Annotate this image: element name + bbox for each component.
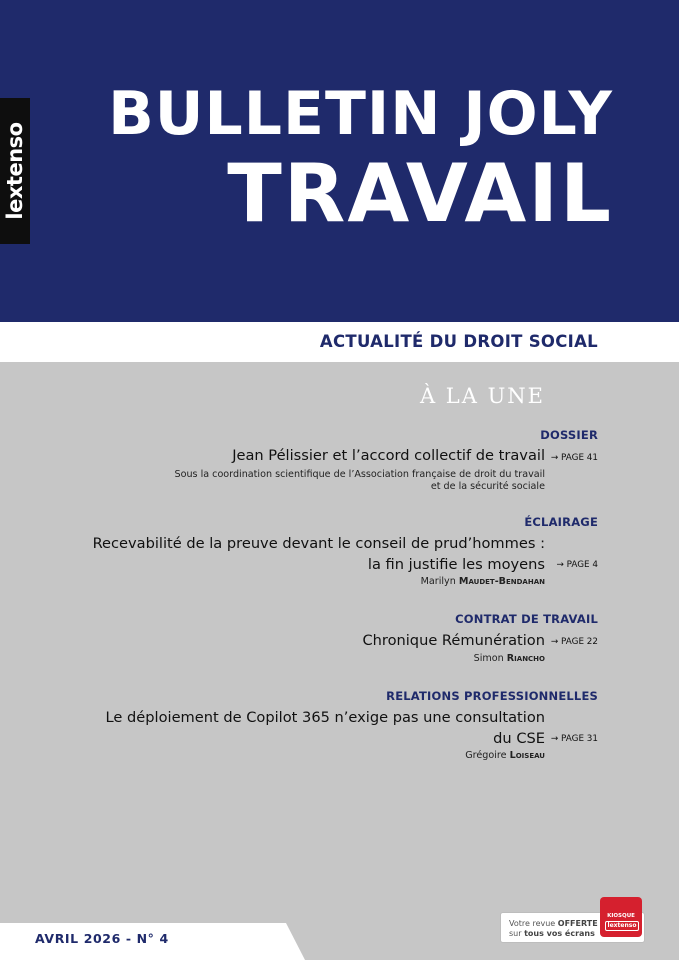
article-author [174,469,545,493]
article-title[interactable] [106,707,545,749]
author-first-name: Grégoire [465,750,507,761]
article-title-line: Jean Pélissier et l’accord collectif de travail [232,447,545,464]
journal-subtitle: ACTUALITÉ DU DROIT SOCIAL [319,332,598,351]
issue-number: AVRIL 2026 - N° 4 [35,931,169,946]
article-category: ÉCLAIRAGE [524,515,598,529]
kiosque-label: KIOSQUE [607,913,635,919]
publisher-name: lextenso [3,122,27,220]
author-last-name: Maudet-Bendahan [458,576,545,587]
article-title[interactable] [232,445,545,466]
article-title[interactable] [93,533,545,575]
author-first-name: Marilyn [420,576,456,587]
page-reference: → PAGE 31 [550,734,598,744]
promo-emphasis: tous vos écrans [524,929,595,938]
page-reference: → PAGE 4 [556,560,598,570]
journal-title-line1: BULLETIN JOLY [108,79,613,149]
subtitle-band [0,322,679,362]
article-author [465,750,545,762]
article-author [474,653,545,665]
une-heading: À LA UNE [419,384,545,408]
article-category: DOSSIER [540,428,598,442]
kiosque-brand: lextenso [605,921,639,931]
promo-line [509,929,595,938]
journal-title-line2: TRAVAIL [227,147,613,240]
promo-line [509,919,598,928]
article-author [421,576,545,588]
article-title-line: du CSE [493,730,545,747]
promo-text: Votre revue [509,919,556,928]
article-title[interactable] [362,630,545,651]
author-last-name: Loiseau [509,750,545,761]
page-reference: → PAGE 41 [550,453,598,463]
publisher-logo [0,98,30,244]
article-title-line: Chronique Rémunération [362,632,545,649]
page-reference: → PAGE 22 [550,637,598,647]
article-title-line: Recevabilité de la preuve devant le conseil de prud’hommes : [92,535,545,552]
promo-emphasis: OFFERTE [557,919,598,928]
promo-text: sur [509,929,522,938]
author-last-name: Riancho [506,653,545,664]
kiosque-logo[interactable] [600,897,642,937]
cover-header [0,0,679,322]
article-title-line: la fin justifie les moyens [367,556,545,573]
article-category: RELATIONS PROFESSIONNELLES [386,689,598,703]
author-first-name: Simon [473,653,504,664]
author-line: et de la sécurité sociale [430,481,545,492]
article-title-line: Le déploiement de Copilot 365 n’exige pas une consultation [105,709,545,726]
article-category: CONTRAT DE TRAVAIL [455,612,598,626]
author-line: Sous la coordination scientifique de l’Association française de droit du travail [174,469,545,480]
